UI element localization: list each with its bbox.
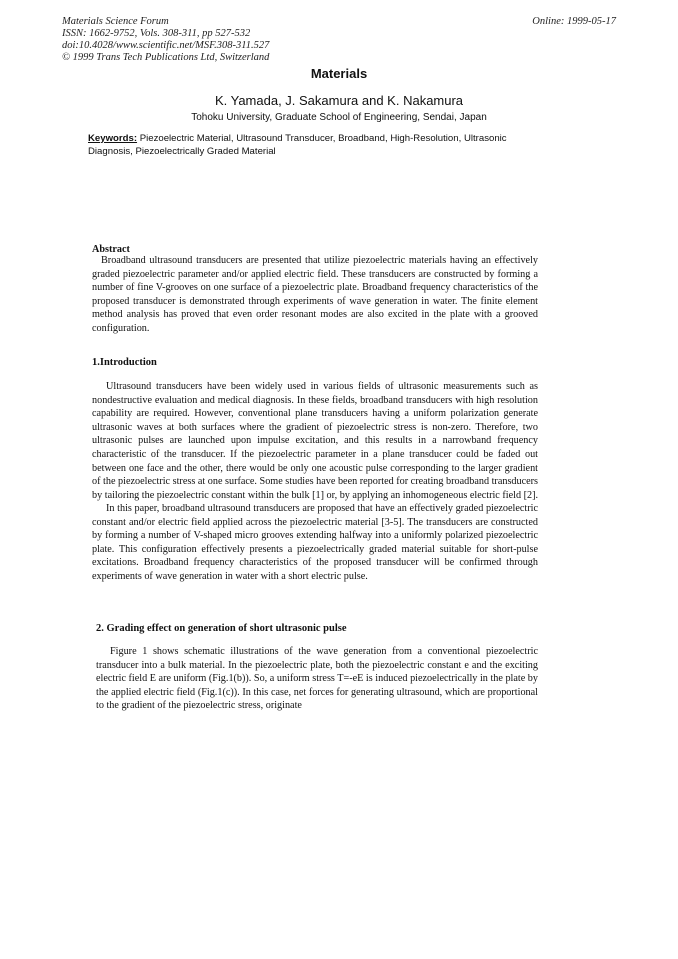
journal-name: Materials Science Forum bbox=[62, 16, 169, 27]
intro-paragraph-2: In this paper, broadband ultrasound transducers are proposed that have an effectively graded piezoelectric constant and/or electric field applied across the piezoelectric material [3-5]. The transducers are constructed by forming a number of V-shaped micro grooves extending halfway into a uniformly polarized piezoelectric plate. This configuration effectively presents a piezoelectrically graded material suitable for short-pulse excitations. Broadband frequency characteristics of the proposed transducer will be confirmed through experiments of wave generation in water with a short electric pulse. bbox=[92, 503, 538, 582]
author-list: K. Yamada, J. Sakamura and K. Nakamura bbox=[214, 93, 464, 108]
abstract-text: Broadband ultrasound transducers are presented that utilize piezoelectric materials having an effectively graded piezoelectric parameter and/or applied electric field. These transducers are constructed by forming a number of fine V-grooves on one surface of a piezoelectric plate. Broadband frequency characteristics of the proposed transducer is demonstrated through experiments of wave generation in water. The finite element method analysis has proved that even order resonant modes are also excited in the plate with a grooved configuration. bbox=[92, 255, 538, 334]
section-2-heading: 2. Grading effect on generation of short ultrasonic pulse bbox=[96, 623, 347, 634]
keywords-label: Keywords: bbox=[88, 133, 138, 144]
intro-heading: 1.Introduction bbox=[92, 357, 157, 368]
copyright-line: © 1999 Trans Tech Publications Ltd, Switzerland bbox=[62, 52, 270, 63]
abstract-heading: Abstract bbox=[92, 244, 130, 255]
section-2-paragraph: Figure 1 shows schematic illustrations of the wave generation from a conventional piezoelectric transducer into a bulk material. In the piezoelectric plate, both the piezoelectric constant e and the exciting electric field E are uniform (Fig.1(b)). So, a uniform stress T=-eE is induced piezoelectrically in the plate by the applied electric field (Fig.1(c)). In this case, net forces for generating ultrasound, which are proportional to the gradient of the piezoelectric stress, originate bbox=[96, 646, 538, 712]
affiliation: Tohoku University, Graduate School of Engineering, Sendai, Japan bbox=[191, 112, 487, 123]
doi-link[interactable]: doi:10.4028/www.scientific.net/MSF.308-311.527 bbox=[62, 40, 270, 51]
keywords-block bbox=[88, 132, 548, 158]
paper-title: Materials bbox=[310, 66, 368, 81]
intro-paragraph-1: Ultrasound transducers have been widely used in various fields of ultrasonic measurements such as nondestructive evaluation and medical diagnosis. In these fields, broadband transducers with high resolution capability are required. However, conventional plane transducers having a uniform polarization generate ultrasonic waves at both surfaces where the gradient of piezoelectric stress is non-zero. Therefore, two ultrasonic pulses are launched upon impulse excitation, and this results in a narrowband frequency characteristic of the transducer. If the piezoelectric parameter in a plane transducer could be faded out between one face and the other, there would be only one acoustic pulse corresponding to the larger gradient of the piezoelectric stress at one surface. Some studies have been reported for creating broadband transducers by tailoring the piezoelectric constant within the bulk [1] or, by applying an inhomogeneous electric field [2]. bbox=[92, 381, 539, 501]
issn-line: ISSN: 1662-9752, Vols. 308-311, pp 527-532 bbox=[62, 28, 251, 39]
keywords-text: Piezoelectric Material, Ultrasound Transducer, Broadband, High-Resolution, Ultrasonic Diagnosis, Piezoelectrically Graded Material bbox=[88, 133, 507, 157]
online-date: Online: 1999-05-17 bbox=[532, 16, 616, 27]
